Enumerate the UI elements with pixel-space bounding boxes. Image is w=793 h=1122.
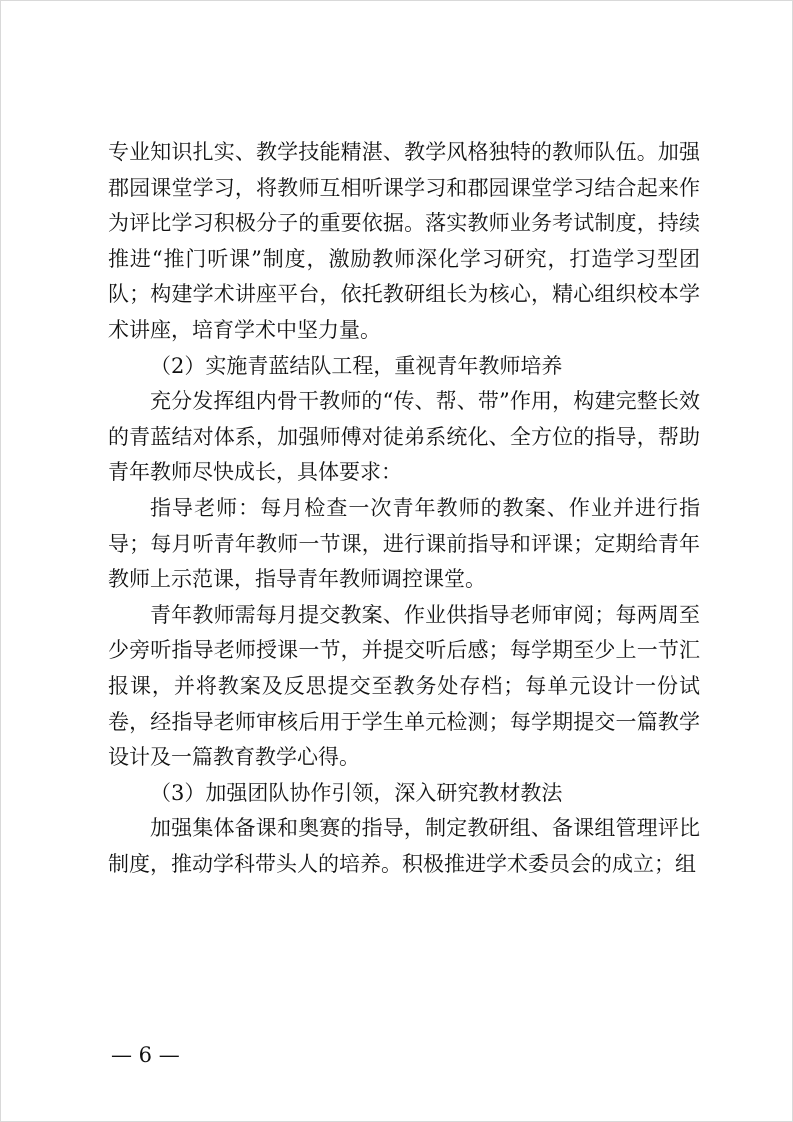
paragraph-mentor-requirements: 指导老师：每月检查一次青年教师的教案、作业并进行指导；每月听青年教师一节课，进行课前指导和评课；定期给青年教师上示范课，指导青年教师调控课堂。 <box>108 495 700 592</box>
section-heading-2: （2）实施青蓝结队工程，重视青年教师培养 <box>150 353 563 378</box>
paragraph-team-collaboration: 加强集体备课和奥赛的指导，制定教研组、备课组管理评比制度，推动学科带头人的培养。积极推进学术委员会的成立；组 <box>108 816 700 876</box>
paragraph-mentoring-intro: 充分发挥组内骨干教师的“传、帮、带”作用，构建完整长效的青蓝结对体系，加强师傅对徒弟系统化、全方位的指导，帮助青年教师尽快成长，具体要求： <box>108 389 700 485</box>
page-number: — 6 — <box>111 1043 180 1067</box>
paragraph-young-teacher-requirements: 青年教师需每月提交教案、作业供指导老师审阅；每两周至少旁听指导老师授课一节，并提交听后感；每学期至少上一节汇报课，并将教案及反思提交至教务处存档；每单元设计一份试卷，经指导老师审核后用于学生单元检测；每学期提交一篇教学设计及一篇教育教学心得。 <box>108 602 700 770</box>
section-heading-3: （3）加强团队协作引领，深入研究教材教法 <box>150 780 563 805</box>
paragraph-continuation: 专业知识扎实、教学技能精湛、教学风格独特的教师队伍。加强郡园课堂学习，将教师互相听课学习和郡园课堂学习结合起来作为评比学习积极分子的重要依据。落实教师业务考试制度，持续推进“推门听课”制度，激励教师深化学习研究，打造学习型团队；构建学术讲座平台，依托教研组长为核心，精心组织校本学术讲座，培育学术中坚力量。 <box>108 140 700 342</box>
body-text <box>108 135 700 882</box>
